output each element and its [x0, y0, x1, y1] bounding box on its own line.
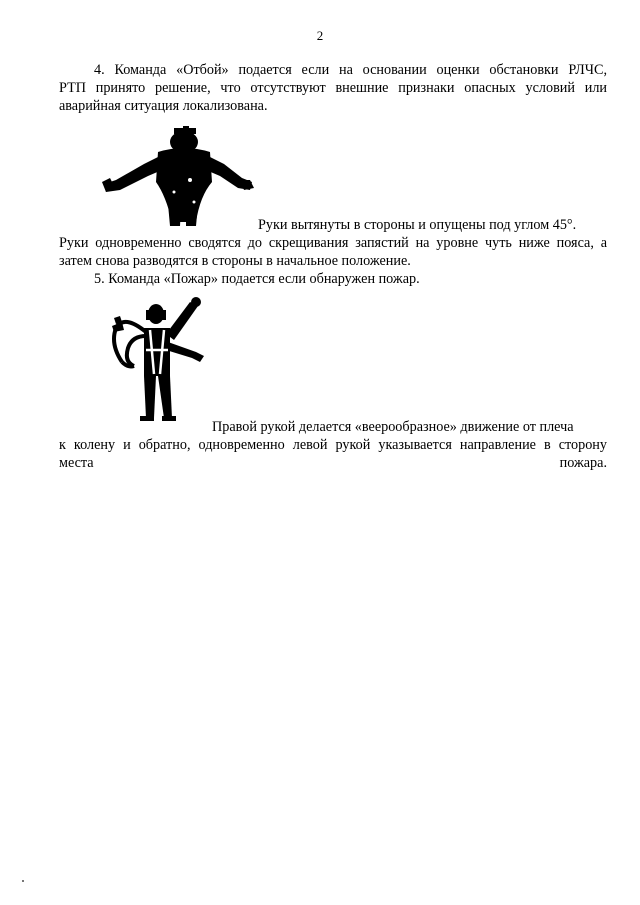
- scan-speck: [22, 880, 24, 882]
- pozhar-caption-line-1: Правой рукой делается «веерообразное» движение от плеча: [212, 419, 574, 435]
- pozhar-description: [59, 436, 607, 472]
- section-4-paragraph: [59, 61, 607, 115]
- pozhar-line-3: [59, 454, 607, 472]
- section-4-line-2: РТП принято решение, что отсутствуют внешние признаки опасных условий или: [59, 80, 607, 96]
- section-4-line-3: аварийная ситуация локализована.: [59, 98, 268, 114]
- section-5-paragraph: [59, 270, 607, 288]
- firefighter-pozhar-figure-icon: [104, 292, 216, 424]
- page-number: 2: [316, 28, 324, 43]
- pozhar-line-2: к колену и обратно, одновременно левой рукой указывается направление в сторону: [59, 437, 607, 453]
- otboy-line-3: затем снова разводятся в стороны в начальное положение.: [59, 253, 411, 269]
- section-4-line-1: 4. Команда «Отбой» подается если на основании оценки обстановки РЛЧС,: [94, 62, 607, 78]
- pozhar-line-3-left: места: [59, 455, 94, 471]
- section-5-line-1: 5. Команда «Пожар» подается если обнаружен пожар.: [94, 271, 420, 287]
- pozhar-line-3-right: пожара.: [559, 455, 607, 471]
- otboy-line-2: Руки одновременно сводятся до скрещивания запястий на уровне чуть ниже пояса, а: [59, 235, 607, 251]
- otboy-caption-line-1: Руки вытянуты в стороны и опущены под углом 45°.: [258, 217, 577, 233]
- firefighter-otboy-figure-icon: [100, 122, 255, 228]
- otboy-description: [59, 234, 607, 270]
